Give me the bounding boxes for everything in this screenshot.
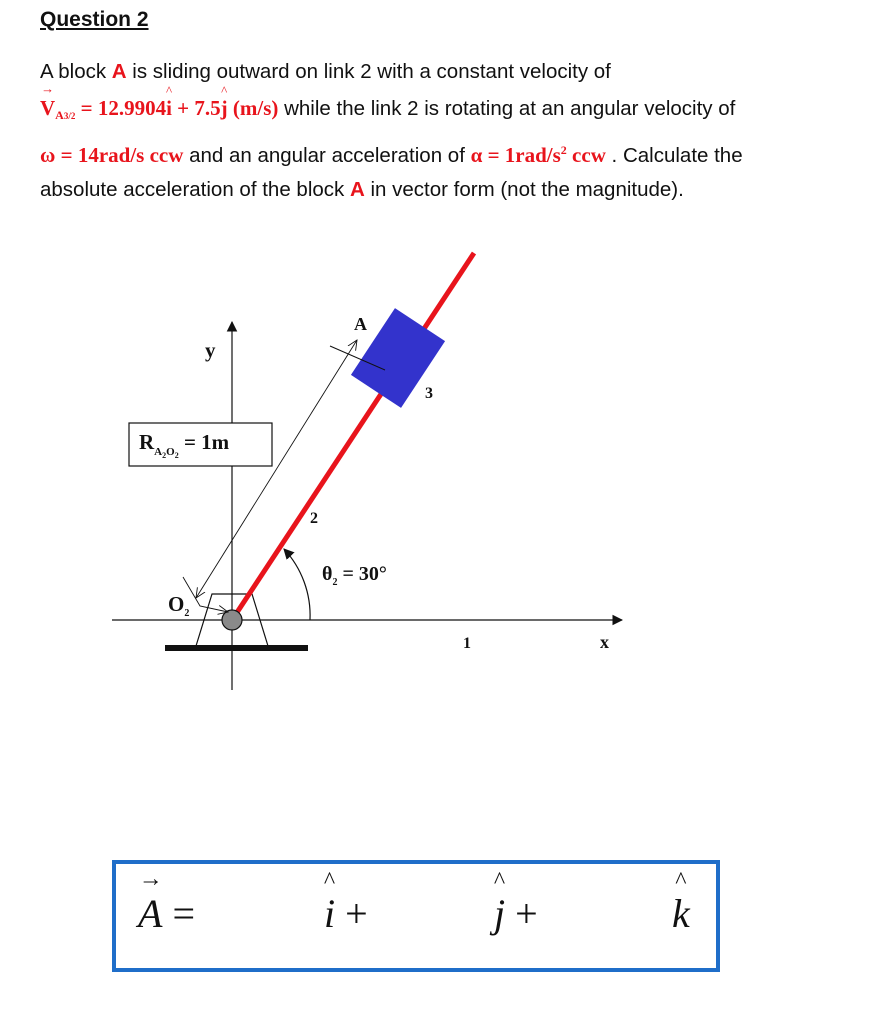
omega-expression: ω = 14rad/s ccw <box>40 143 184 167</box>
block-number-label: 3 <box>425 385 433 402</box>
ground-number-label: 1 <box>463 635 471 652</box>
angle-arc <box>284 549 310 620</box>
block-label: A <box>354 314 367 334</box>
problem-line-1: A block A is sliding outward on link 2 with a constant velocity of <box>40 60 611 83</box>
problem-line-3: ω = 14rad/s ccw and an angular acceleration of $\alpha = 1rad/s^2$ ccw . Calculate the <box>40 143 743 167</box>
problem-line-2: $V \to_{A3/2} = 12.9904i$ ^ + 7.5j ^ (m/s) while the link 2 is rotating at an angular velocity of <box>40 96 735 123</box>
position-label: $R_A2O2 = 1m$ <box>139 430 230 460</box>
angle-label: $\theta_2 = 30^\circ$ <box>322 563 387 588</box>
answer-k-term: k ^ <box>672 890 690 937</box>
answer-i-term: i ^ + <box>324 890 368 937</box>
x-axis-label: x <box>600 632 609 652</box>
problem-line-4: absolute acceleration of the block A in vector form (not the magnitude). <box>40 178 684 201</box>
block-label-inline-2: A <box>349 178 365 201</box>
link-number-label: 2 <box>310 510 318 527</box>
alpha-expression: $\alpha = 1rad/s^2$ ccw <box>470 143 606 167</box>
answer-j-term: j ^ + <box>494 890 538 937</box>
question-title: Question 2 <box>40 8 149 31</box>
answer-box <box>112 860 720 972</box>
block-label-inline: A <box>111 60 127 83</box>
y-axis-label: y <box>205 338 216 362</box>
answer-lhs: A → = <box>138 890 195 937</box>
velocity-expression: $V \to_{A3/2} = 12.9904i$ ^ + 7.5j ^ (m/s) <box>40 96 278 120</box>
pivot-label: $O_2$ <box>168 592 190 619</box>
pivot-pin <box>222 610 242 630</box>
